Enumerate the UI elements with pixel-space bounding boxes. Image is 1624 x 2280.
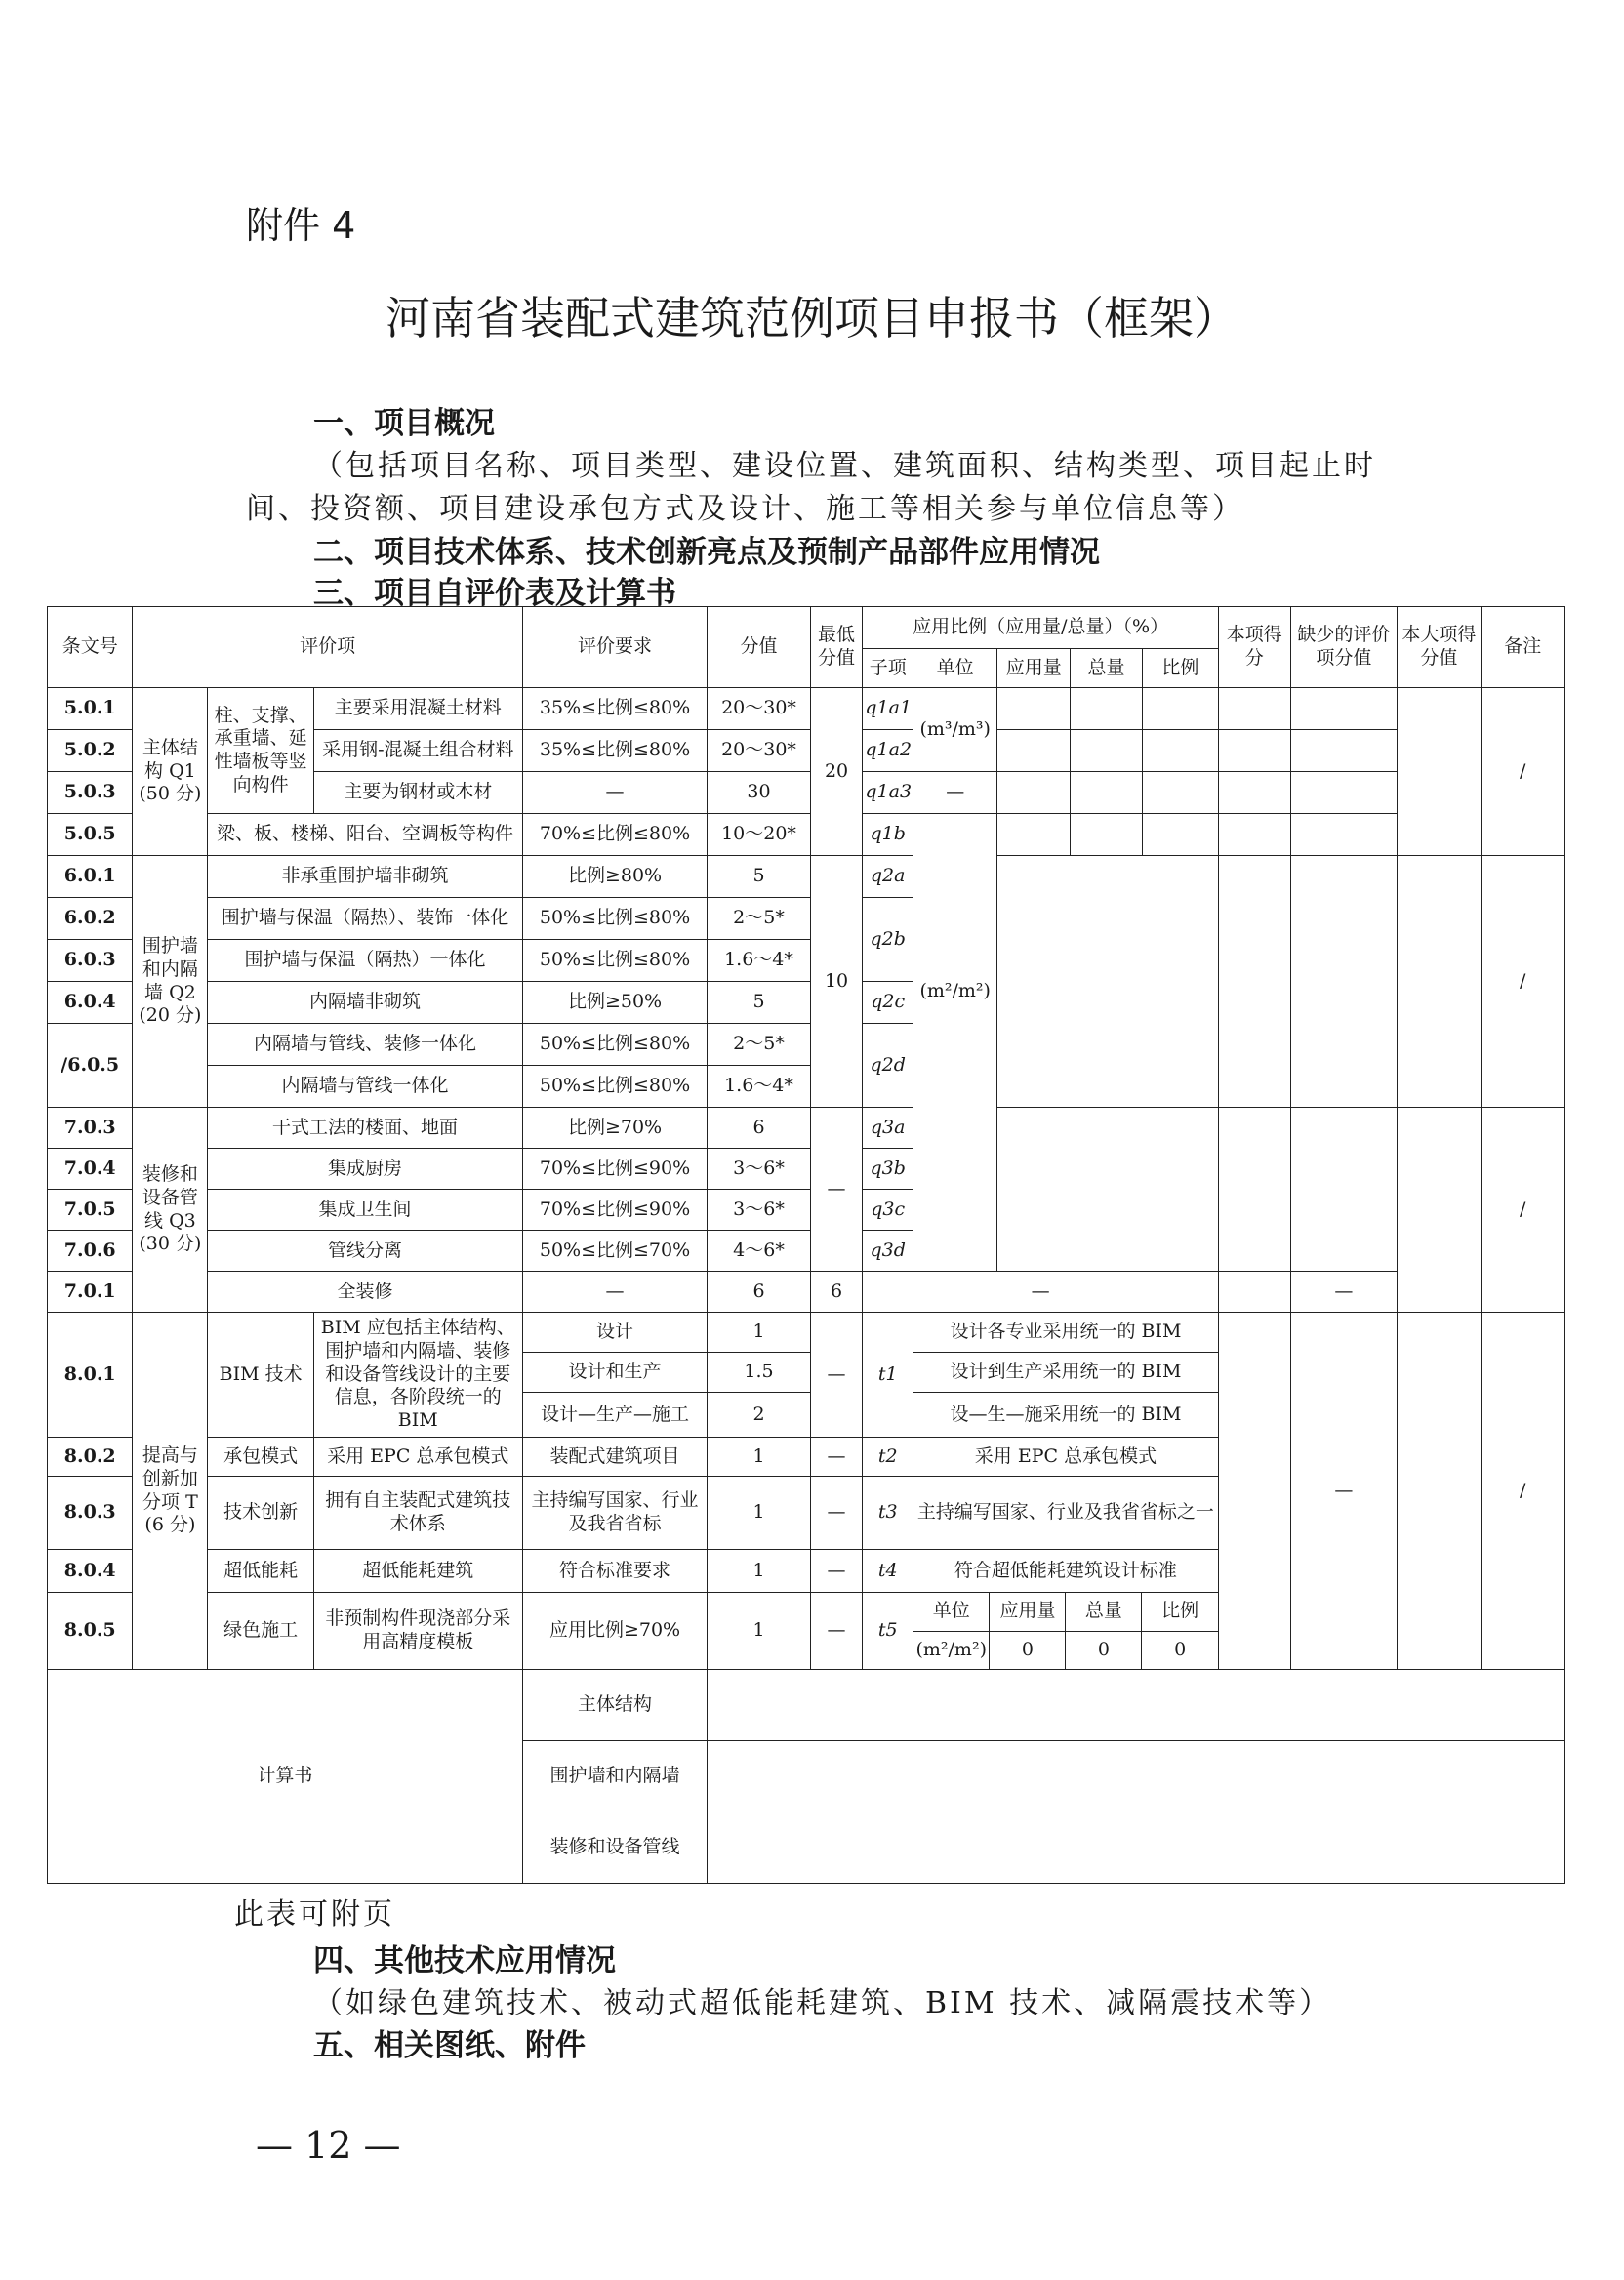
table-cell [1142, 814, 1218, 856]
subitem [863, 1190, 914, 1231]
attachment-label: 附件 4 [246, 204, 356, 247]
table-cell: 干式工法的楼面、地面 [208, 1108, 522, 1149]
table-cell: 绿色施工 [208, 1593, 314, 1670]
table-cell: 5 [708, 856, 810, 898]
header-total: 总量 [1071, 649, 1143, 688]
calc-main-structure-label: 主体结构 [522, 1670, 708, 1741]
table-cell: — [1290, 1313, 1398, 1670]
clause-6-0-3: 6.0.3 [48, 940, 133, 982]
table-cell: 集成厨房 [208, 1149, 522, 1190]
table-cell: 20～30* [708, 730, 810, 772]
table-cell: 2 [708, 1393, 810, 1438]
group-decoration-pipelines: 装修和设备管线 Q3 (30 分) [133, 1108, 208, 1313]
header-item: 评价项 [133, 607, 522, 688]
header-used: 应用量 [997, 649, 1071, 688]
section-4-desc: （如绿色建筑技术、被动式超低能耗建筑、BIM 技术、减隔震技术等） [313, 1986, 1332, 2020]
table-cell: 符合超低能耗建筑设计标准 [914, 1550, 1219, 1593]
subitem-symbol: t1 [877, 1363, 898, 1385]
subitem [863, 1149, 914, 1190]
table-cell: — [810, 1477, 863, 1550]
subitem [863, 1313, 914, 1438]
min-score-701: 6 [810, 1272, 863, 1313]
green-construction-ratio [914, 1593, 1219, 1670]
table-cell [997, 772, 1071, 814]
clause-8-0-3: 8.0.3 [48, 1477, 133, 1550]
green-header-used: 应用量 [990, 1593, 1066, 1631]
clause-6-0-4: 6.0.4 [48, 982, 133, 1024]
table-cell: 内隔墙非砌筑 [208, 982, 522, 1024]
table-cell: 50%≤比例≤80% [522, 940, 708, 982]
clause-8-0-2: 8.0.2 [48, 1438, 133, 1477]
header-missing-score: 缺少的评价项分值 [1290, 607, 1398, 688]
table-cell: 1 [708, 1438, 810, 1477]
note-4: / [1481, 1313, 1565, 1670]
table-cell: — [914, 772, 997, 814]
table-cell: 采用 EPC 总承包模式 [914, 1438, 1219, 1477]
table-cell: 应用比例≥70% [522, 1593, 708, 1670]
green-subtable [914, 1593, 1218, 1669]
table-cell: 围护墙与保温（隔热）、装饰一体化 [208, 898, 522, 940]
subitem-symbol: t2 [877, 1445, 898, 1467]
bim-description: BIM 应包括主体结构、围护墙和内隔墙、装修和设备管线设计的主要信息，各阶段统一的 BIM [313, 1313, 522, 1438]
table-cell: 5 [708, 982, 810, 1024]
subitem-symbol: q2d [870, 1053, 906, 1076]
clause-7-0-3: 7.0.3 [48, 1108, 133, 1149]
table-cell: 50%≤比例≤80% [522, 1024, 708, 1066]
table-cell [997, 1108, 1219, 1272]
table-cell: 70%≤比例≤90% [522, 1190, 708, 1231]
group-main-structure: 主体结构 Q1 (50 分) [133, 688, 208, 856]
header-min-score: 最低分值 [810, 607, 863, 688]
table-cell: 50%≤比例≤80% [522, 898, 708, 940]
table-cell: 3～6* [708, 1190, 810, 1231]
subitem-symbol: q2a [870, 865, 906, 887]
subitem [863, 898, 914, 982]
subitem [863, 730, 914, 772]
table-cell: 承包模式 [208, 1438, 314, 1477]
subitem-symbol: q3a [870, 1116, 906, 1138]
table-cell: — [810, 1550, 863, 1593]
subitem [863, 772, 914, 814]
clause-7-0-6: 7.0.6 [48, 1231, 133, 1272]
table-cell: 内隔墙与管线、装修一体化 [208, 1024, 522, 1066]
page-title: 河南省装配式建筑范例项目申报书（框架） [386, 292, 1238, 345]
green-unit: (m²/m²) [914, 1631, 990, 1669]
clause-6-0-2: 6.0.2 [48, 898, 133, 940]
table-cell: 梁、板、楼梯、阳台、空调板等构件 [208, 814, 522, 856]
clause-8-0-1: 8.0.1 [48, 1313, 133, 1438]
table-cell: 非承重围护墙非砌筑 [208, 856, 522, 898]
table-cell [1398, 688, 1481, 856]
clause-7-0-4: 7.0.4 [48, 1149, 133, 1190]
table-cell: 比例≥80% [522, 856, 708, 898]
subitem-symbol: q3d [870, 1239, 906, 1261]
table-cell: 集成卫生间 [208, 1190, 522, 1231]
table-cell: 20～30* [708, 688, 810, 730]
table-cell: 10～20* [708, 814, 810, 856]
table-cell: 3～6* [708, 1149, 810, 1190]
table-cell: — [863, 1272, 1218, 1313]
table-cell: 符合标准要求 [522, 1550, 708, 1593]
table-cell [997, 814, 1071, 856]
table-cell: 超低能耗 [208, 1550, 314, 1593]
table-cell [1290, 688, 1398, 730]
section-3-title: 三、项目自评价表及计算书 [313, 576, 676, 611]
table-cell: 1 [708, 1313, 810, 1353]
header-note: 备注 [1481, 607, 1565, 688]
section-2-title: 二、项目技术体系、技术创新亮点及预制产品部件应用情况 [313, 535, 1100, 570]
section-1-title: 一、项目概况 [313, 406, 495, 441]
table-cell [1398, 1108, 1481, 1313]
clause-7-0-1: 7.0.1 [48, 1272, 133, 1313]
table-cell [1218, 856, 1290, 1108]
table-cell [1218, 814, 1290, 856]
subitem-symbol: q2c [871, 991, 906, 1013]
subitem [863, 1550, 914, 1593]
green-header-unit: 单位 [914, 1593, 990, 1631]
note-3: / [1481, 1108, 1565, 1313]
header-unit: 单位 [914, 649, 997, 688]
subitem-symbol: q3c [871, 1198, 906, 1220]
subitem-symbol: t5 [877, 1619, 898, 1642]
table-cell: 6 [708, 1272, 810, 1313]
table-cell [1218, 1313, 1290, 1670]
table-cell: 采用 EPC 总承包模式 [313, 1438, 522, 1477]
calc-enclosure-value [708, 1741, 1565, 1812]
subitem [863, 982, 914, 1024]
table-cell: 设计和生产 [522, 1353, 708, 1393]
subitem-symbol: q1b [870, 823, 906, 845]
group-enclosure-walls: 围护墙和内隔墙 Q2 (20 分) [133, 856, 208, 1108]
green-header-percent: 比例 [1142, 1593, 1218, 1631]
table-cell [1142, 688, 1218, 730]
table-cell [997, 688, 1071, 730]
subitem [863, 1438, 914, 1477]
table-cell: 比例≥70% [522, 1108, 708, 1149]
table-cell: 6 [708, 1108, 810, 1149]
subitem-symbol: q1a3 [865, 781, 913, 803]
subitem [863, 1477, 914, 1550]
table-cell: 1.5 [708, 1353, 810, 1393]
table-cell: 装配式建筑项目 [522, 1438, 708, 1477]
table-cell: 设计—生产—施工 [522, 1393, 708, 1438]
table-cell: 70%≤比例≤90% [522, 1149, 708, 1190]
unit-cell [914, 814, 997, 1272]
table-cell: 1 [708, 1550, 810, 1593]
table-cell [1290, 730, 1398, 772]
table-cell: 1 [708, 1593, 810, 1670]
table-cell: 35%≤比例≤80% [522, 688, 708, 730]
subitem [863, 1108, 914, 1149]
table-cell: 拥有自主装配式建筑技术体系 [313, 1477, 522, 1550]
table-cell: 设计 [522, 1313, 708, 1353]
calculation-book-label: 计算书 [48, 1670, 523, 1884]
group-innovation: 提高与创新加分项 T (6 分) [133, 1313, 208, 1670]
table-cell: — [810, 1313, 863, 1438]
header-requirement: 评价要求 [522, 607, 708, 688]
vertical-members: 柱、支撑、承重墙、延性墙板等竖向构件 [208, 688, 314, 814]
table-cell: 比例≥50% [522, 982, 708, 1024]
table-cell: 围护墙与保温（隔热）一体化 [208, 940, 522, 982]
subitem-symbol: t4 [877, 1559, 898, 1581]
subitem-symbol: q1a1 [865, 697, 913, 719]
table-cell: 设计各专业采用统一的 BIM [914, 1313, 1219, 1353]
calc-decoration-value [708, 1812, 1565, 1884]
table-cell [1218, 730, 1290, 772]
calc-decoration-label: 装修和设备管线 [522, 1812, 708, 1884]
subitem-symbol: t3 [877, 1501, 898, 1524]
table-cell: 管线分离 [208, 1231, 522, 1272]
table-cell [1071, 814, 1143, 856]
header-clause: 条文号 [48, 607, 133, 688]
table-cell: 主持编写国家、行业及我省省标 [522, 1477, 708, 1550]
subitem [863, 856, 914, 898]
table-cell: 1 [708, 1477, 810, 1550]
table-cell [1142, 772, 1218, 814]
section-1-desc-line1: （包括项目名称、项目类型、建设位置、建筑面积、结构类型、项目起止时 [313, 449, 1376, 483]
clause-7-0-5: 7.0.5 [48, 1190, 133, 1231]
subitem-symbol: q2b [870, 927, 906, 950]
table-cell: 超低能耗建筑 [313, 1550, 522, 1593]
table-cell: 2～5* [708, 1024, 810, 1066]
header-score: 分值 [708, 607, 810, 688]
table-cell: 4～6* [708, 1231, 810, 1272]
header-subitem: 子项 [863, 649, 914, 688]
subitem [863, 1593, 914, 1670]
table-cell: 主要为钢材或木材 [313, 772, 522, 814]
table-cell [1071, 730, 1143, 772]
unit-cell: (m²/m²) [919, 980, 991, 1001]
table-cell [1290, 772, 1398, 814]
table-cell: 50%≤比例≤70% [522, 1231, 708, 1272]
calc-enclosure-label: 围护墙和内隔墙 [522, 1741, 708, 1812]
table-cell: 50%≤比例≤80% [522, 1066, 708, 1108]
table-cell [1071, 772, 1143, 814]
table-cell [1142, 730, 1218, 772]
clause-5-0-3: 5.0.3 [48, 772, 133, 814]
header-item-score: 本项得分 [1218, 607, 1290, 688]
table-cell: — [522, 1272, 708, 1313]
table-cell: 非预制构件现浇部分采用高精度模板 [313, 1593, 522, 1670]
header-category-score: 本大项得分值 [1398, 607, 1481, 688]
table-cell [1398, 1313, 1481, 1670]
table-cell: 1.6～4* [708, 1066, 810, 1108]
calc-main-structure-value [708, 1670, 1565, 1741]
table-cell: 2～5* [708, 898, 810, 940]
table-cell: 内隔墙与管线一体化 [208, 1066, 522, 1108]
green-percent: 0 [1174, 1638, 1187, 1660]
section-4-title: 四、其他技术应用情况 [313, 1943, 616, 1978]
green-header-total: 总量 [1066, 1593, 1142, 1631]
table-cell [1071, 688, 1143, 730]
table-cell: — [1290, 1272, 1398, 1313]
table-cell: 技术创新 [208, 1477, 314, 1550]
section-5-title: 五、相关图纸、附件 [313, 2028, 586, 2063]
table-cell: 35%≤比例≤80% [522, 730, 708, 772]
min-score-2: 10 [810, 856, 863, 1108]
clause-8-0-4: 8.0.4 [48, 1550, 133, 1593]
clause-5-0-5: 5.0.5 [48, 814, 133, 856]
table-cell [1398, 856, 1481, 1108]
table-cell [1218, 688, 1290, 730]
table-cell: — [810, 1593, 863, 1670]
table-cell: 主持编写国家、行业及我省省标之一 [914, 1477, 1219, 1550]
clause-6-0-5: /6.0.5 [48, 1024, 133, 1108]
table-cell: 采用钢-混凝土组合材料 [313, 730, 522, 772]
table-cell: 设—生—施采用统一的 BIM [914, 1393, 1219, 1438]
table-cell: 全装修 [208, 1272, 522, 1313]
subitem [863, 1024, 914, 1108]
table-cell: 主要采用混凝土材料 [313, 688, 522, 730]
table-cell: 设计到生产采用统一的 BIM [914, 1353, 1219, 1393]
clause-5-0-2: 5.0.2 [48, 730, 133, 772]
min-score-3: — [810, 1108, 863, 1272]
note-1: / [1481, 688, 1565, 856]
header-ratio: 应用比例（应用量/总量）（%） [863, 607, 1218, 649]
bim-label: BIM 技术 [208, 1313, 314, 1438]
green-total: 0 [1066, 1631, 1142, 1669]
subitem-symbol: q3b [870, 1157, 906, 1179]
header-percent: 比例 [1142, 649, 1218, 688]
table-cell [1290, 1108, 1398, 1272]
subitem-symbol: q1a2 [865, 739, 913, 761]
subitem [863, 688, 914, 730]
table-cell: — [810, 1438, 863, 1477]
green-used: 0 [990, 1631, 1066, 1669]
clause-5-0-1: 5.0.1 [48, 688, 133, 730]
table-cell [1218, 1108, 1290, 1272]
min-score-1: 20 [810, 688, 863, 856]
table-note: 此表可附页 [234, 1897, 395, 1932]
clause-6-0-1: 6.0.1 [48, 856, 133, 898]
subitem [863, 814, 914, 856]
table-cell: 1.6～4* [708, 940, 810, 982]
table-cell [997, 856, 1219, 1108]
self-evaluation-table [47, 606, 1565, 1884]
clause-8-0-5: 8.0.5 [48, 1593, 133, 1670]
note-2: / [1481, 856, 1565, 1108]
table-cell [1290, 856, 1398, 1108]
subitem [863, 1231, 914, 1272]
table-cell: 70%≤比例≤80% [522, 814, 708, 856]
section-1-desc-line2: 间、投资额、项目建设承包方式及设计、施工等相关参与单位信息等） [246, 492, 1244, 526]
table-cell [1290, 814, 1398, 856]
table-cell [1218, 1272, 1290, 1313]
table-cell [1218, 772, 1290, 814]
table-cell [997, 730, 1071, 772]
page-number: — 12 — [256, 2124, 401, 2167]
unit-cell: (m³/m³) [914, 688, 997, 772]
table-cell: — [522, 772, 708, 814]
table-cell: 30 [708, 772, 810, 814]
